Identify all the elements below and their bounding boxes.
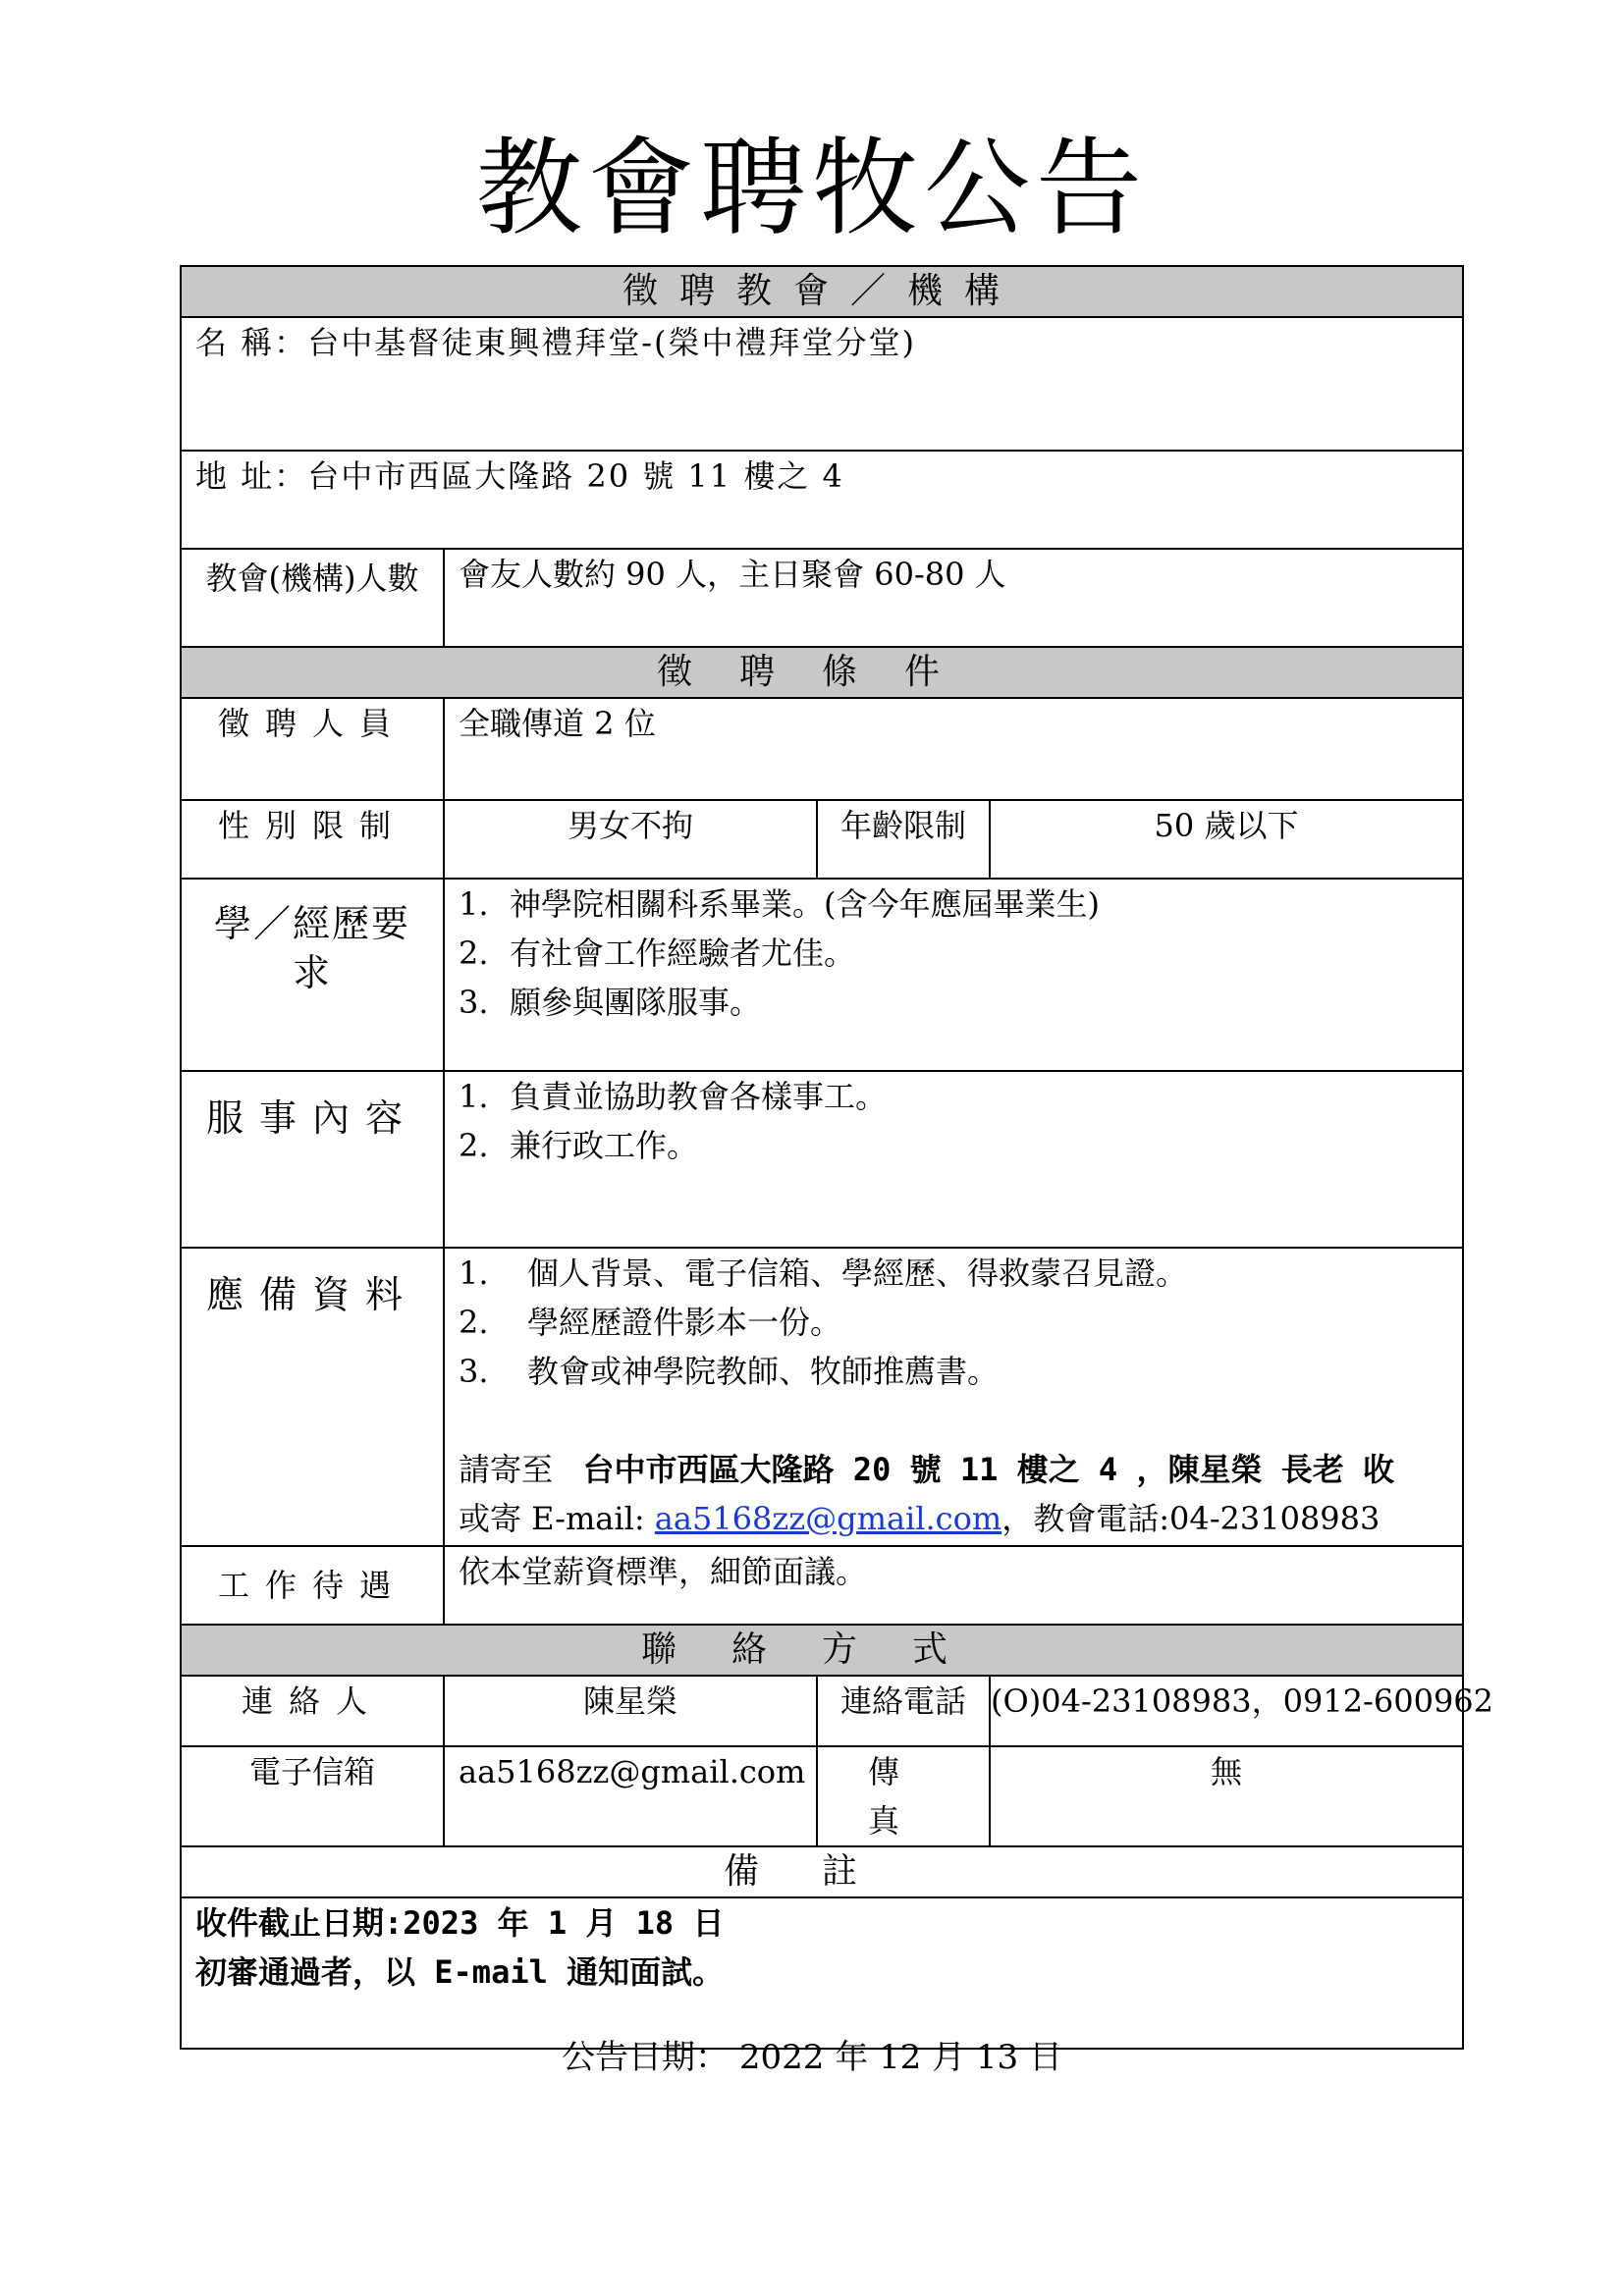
- contact-fax-label: 傳 真: [817, 1746, 990, 1846]
- contact-person-value: 陳星榮: [444, 1676, 817, 1746]
- send-to-line: [459, 1445, 1448, 1494]
- documents-list: [444, 1248, 1463, 1546]
- section-header-contact: [181, 1625, 1463, 1676]
- church-address-cell: [181, 451, 1463, 549]
- duties-label: 服事內容: [181, 1071, 444, 1248]
- contact-phone-label: 連絡電話: [817, 1676, 990, 1746]
- email-prefix: 或寄 E-mail:: [459, 1500, 655, 1537]
- position-value: 全職傳道 2 位: [444, 698, 1463, 800]
- church-phone: ，教會電話:04-23108983: [1001, 1500, 1380, 1537]
- section-title-church: 徵聘教會／機構: [181, 266, 1463, 317]
- section-header-church: [181, 266, 1463, 317]
- contact-email-value: aa5168zz@gmail.com: [444, 1746, 817, 1846]
- duties-item-2: 2. 兼行政工作。: [459, 1127, 699, 1164]
- church-name-row: [181, 317, 1463, 451]
- education-list: [444, 879, 1463, 1071]
- email-line: [459, 1494, 1448, 1543]
- members-value: 會友人數約 90 人，主日聚會 60-80 人: [444, 549, 1463, 647]
- contact-email-label: 電子信箱: [181, 1746, 444, 1846]
- contact-fax-value: 無: [990, 1746, 1463, 1846]
- section-title-conditions: 徵聘條件: [181, 647, 1463, 698]
- salary-row: [181, 1546, 1463, 1625]
- remarks-row: [181, 1897, 1463, 2049]
- send-prefix: 請寄至: [459, 1451, 554, 1488]
- church-name-cell: [181, 317, 1463, 451]
- section-header-remarks: [181, 1846, 1463, 1897]
- contact-person-label: 連絡人: [181, 1676, 444, 1746]
- education-item-3: 3. 願參與團隊服事。: [459, 984, 762, 1021]
- education-label: 學／經歷要求: [181, 879, 444, 1071]
- position-label: 徵聘人員: [181, 698, 444, 800]
- salary-label: 工作待遇: [181, 1546, 444, 1625]
- section-title-remarks: 備註: [181, 1846, 1463, 1897]
- members-label: 教會(機構)人數: [181, 549, 444, 647]
- duties-item-1: 1. 負責並協助教會各樣事工。: [459, 1078, 888, 1115]
- position-row: [181, 698, 1463, 800]
- church-name-label: 名 稱：: [195, 324, 308, 361]
- announcement-date: 公告日期： 2022 年 12 月 13 日: [562, 2038, 1062, 2077]
- documents-row: [181, 1248, 1463, 1546]
- age-value: 50 歲以下: [990, 800, 1463, 879]
- email-link[interactable]: aa5168zz@gmail.com: [654, 1500, 1002, 1537]
- gender-value: 男女不拘: [444, 800, 817, 879]
- contact-email-row: [181, 1746, 1463, 1846]
- section-header-conditions: [181, 647, 1463, 698]
- age-label: 年齡限制: [817, 800, 990, 879]
- send-address: 台中市西區大隆路 20 號 11 樓之 4 ，陳星榮 長老 收: [582, 1451, 1394, 1488]
- documents-spacer: [459, 1396, 1448, 1445]
- page-title: 教會聘牧公告: [475, 128, 1148, 250]
- church-members-row: [181, 549, 1463, 647]
- church-address-value: 台中市西區大隆路 20 號 11 樓之 4: [307, 457, 844, 495]
- remarks-interview-note: 初審通過者，以 E-mail 通知面試。: [195, 1953, 725, 1991]
- documents-item-1: 1. 個人背景、電子信箱、學經歷、得救蒙召見證。: [459, 1255, 1188, 1292]
- salary-value: 依本堂薪資標準，細節面議。: [444, 1546, 1463, 1625]
- church-address-label: 地 址：: [195, 457, 308, 495]
- section-title-contact: 聯絡方式: [181, 1625, 1463, 1676]
- recruitment-form-table: [180, 265, 1494, 2050]
- contact-person-row: [181, 1676, 1463, 1746]
- remarks-cell: [181, 1897, 1463, 2049]
- church-address-row: [181, 451, 1463, 549]
- gender-age-row: [181, 800, 1463, 879]
- contact-phone-value: (O)04-23108983，0912-600962: [990, 1676, 1463, 1746]
- gender-label: 性別限制: [181, 800, 444, 879]
- documents-item-2: 2. 學經歷證件影本一份。: [459, 1304, 842, 1341]
- church-name-value: 台中基督徒東興禮拜堂-(榮中禮拜堂分堂): [307, 324, 916, 361]
- education-row: [181, 879, 1463, 1071]
- education-item-2: 2. 有社會工作經驗者尤佳。: [459, 934, 856, 972]
- duties-row: [181, 1071, 1463, 1248]
- remarks-deadline: 收件截止日期:2023 年 1 月 18 日: [195, 1904, 725, 1942]
- documents-label: 應備資料: [181, 1248, 444, 1546]
- documents-item-3: 3. 教會或神學院教師、牧師推薦書。: [459, 1353, 1000, 1390]
- education-item-1: 1. 神學院相關科系畢業。(含今年應屆畢業生): [459, 885, 1100, 923]
- duties-list: [444, 1071, 1463, 1248]
